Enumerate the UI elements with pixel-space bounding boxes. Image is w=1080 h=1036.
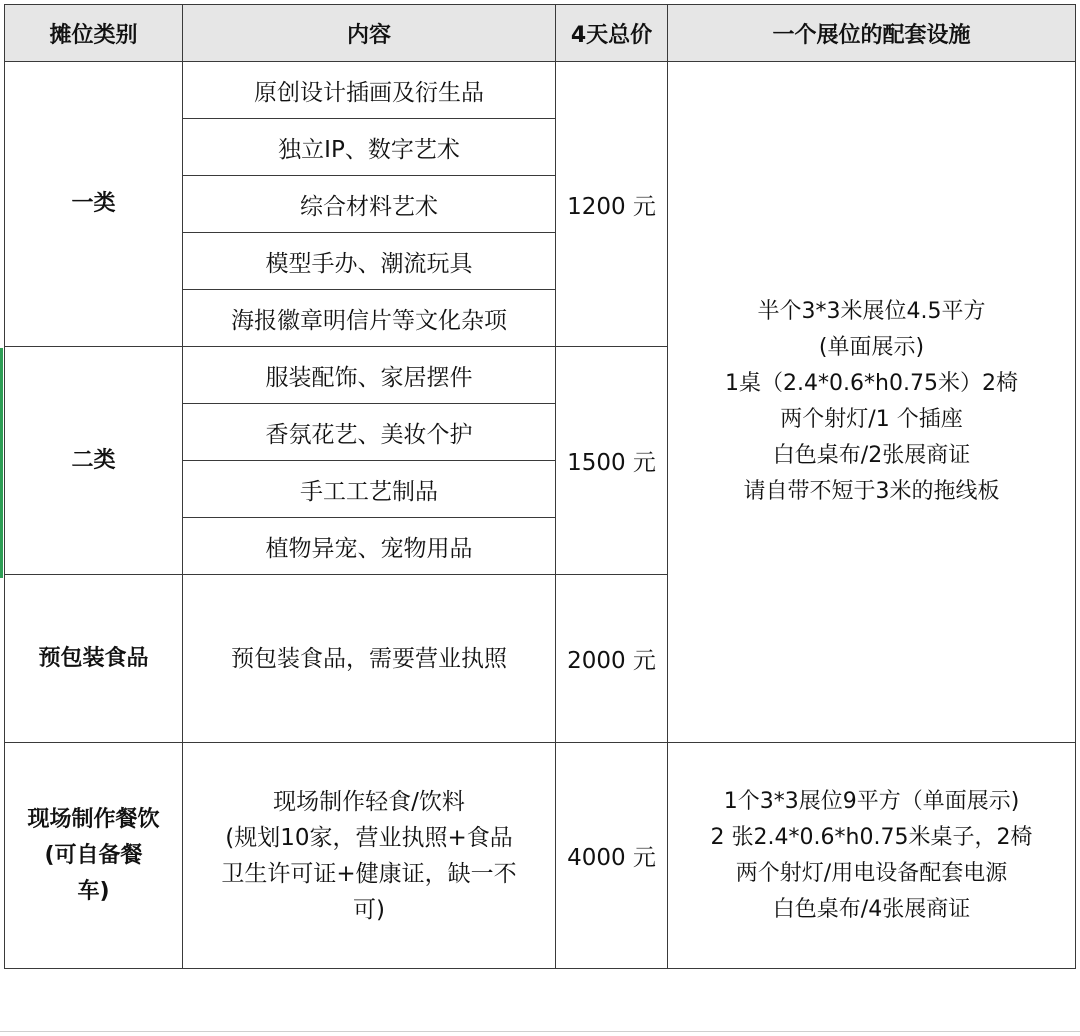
content-cell: 服装配饰、家居摆件: [183, 347, 556, 404]
row-selection-marker: [0, 348, 3, 578]
content-line: 卫生许可证+健康证，缺一不: [221, 860, 517, 887]
bottom-divider: [0, 1031, 1080, 1032]
facility-line: (单面展示): [818, 335, 925, 360]
content-cell: 预包装食品，需要营业执照: [183, 575, 556, 743]
content-cell: 手工工艺制品: [183, 461, 556, 518]
content-line: 可): [353, 896, 385, 923]
price-cell-3: 2000 元: [556, 575, 668, 743]
facilities-food-cell: [668, 743, 1076, 969]
facility-line: 2 张2.4*0.6*h0.75米桌子，2椅: [710, 824, 1033, 850]
facility-line: 白色桌布/4张展商证: [772, 896, 971, 922]
facility-line: 白色桌布/2张展商证: [772, 443, 971, 468]
content-line: 现场制作轻食/饮料: [273, 788, 465, 815]
facility-line: 请自带不短于3米的拖线板: [743, 479, 1000, 504]
header-category: 摊位类别: [5, 5, 183, 62]
facilities-shared-cell: [668, 62, 1076, 743]
content-cell: 综合材料艺术: [183, 176, 556, 233]
category-cell-2: 二类: [5, 347, 183, 575]
price-cell-2: 1500 元: [556, 347, 668, 575]
category-cell-3: 预包装食品: [5, 575, 183, 743]
category-cell-1: 一类: [5, 62, 183, 347]
content-cell: [183, 743, 556, 969]
category-cell-4: [5, 743, 183, 969]
booth-pricing-table: [4, 4, 1076, 969]
content-line: (规划10家，营业执照+食品: [225, 824, 513, 851]
category-line: 车): [77, 878, 110, 904]
table-row: [5, 743, 1076, 969]
content-cell: 原创设计插画及衍生品: [183, 62, 556, 119]
facility-line: 1个3*3展位9平方（单面展示): [723, 788, 1020, 814]
content-cell: 植物异宠、宠物用品: [183, 518, 556, 575]
category-line: (可自备餐: [44, 842, 143, 868]
facility-line: 半个3*3米展位4.5平方: [757, 299, 986, 324]
content-cell: 独立IP、数字艺术: [183, 119, 556, 176]
facility-line: 1桌（2.4*0.6*h0.75米）2椅: [725, 371, 1018, 396]
header-row: [5, 5, 1076, 62]
facility-line: 两个射灯/用电设备配套电源: [735, 860, 1008, 886]
facility-line: 两个射灯/1 个插座: [780, 407, 963, 432]
category-line: 现场制作餐饮: [27, 806, 160, 832]
content-cell: 模型手办、潮流玩具: [183, 233, 556, 290]
header-price: 4天总价: [556, 5, 668, 62]
header-content: 内容: [183, 5, 556, 62]
price-cell-4: 4000 元: [556, 743, 668, 969]
content-cell: 香氛花艺、美妆个护: [183, 404, 556, 461]
table-row: [5, 62, 1076, 119]
content-cell: 海报徽章明信片等文化杂项: [183, 290, 556, 347]
price-cell-1: 1200 元: [556, 62, 668, 347]
header-facilities: 一个展位的配套设施: [668, 5, 1076, 62]
